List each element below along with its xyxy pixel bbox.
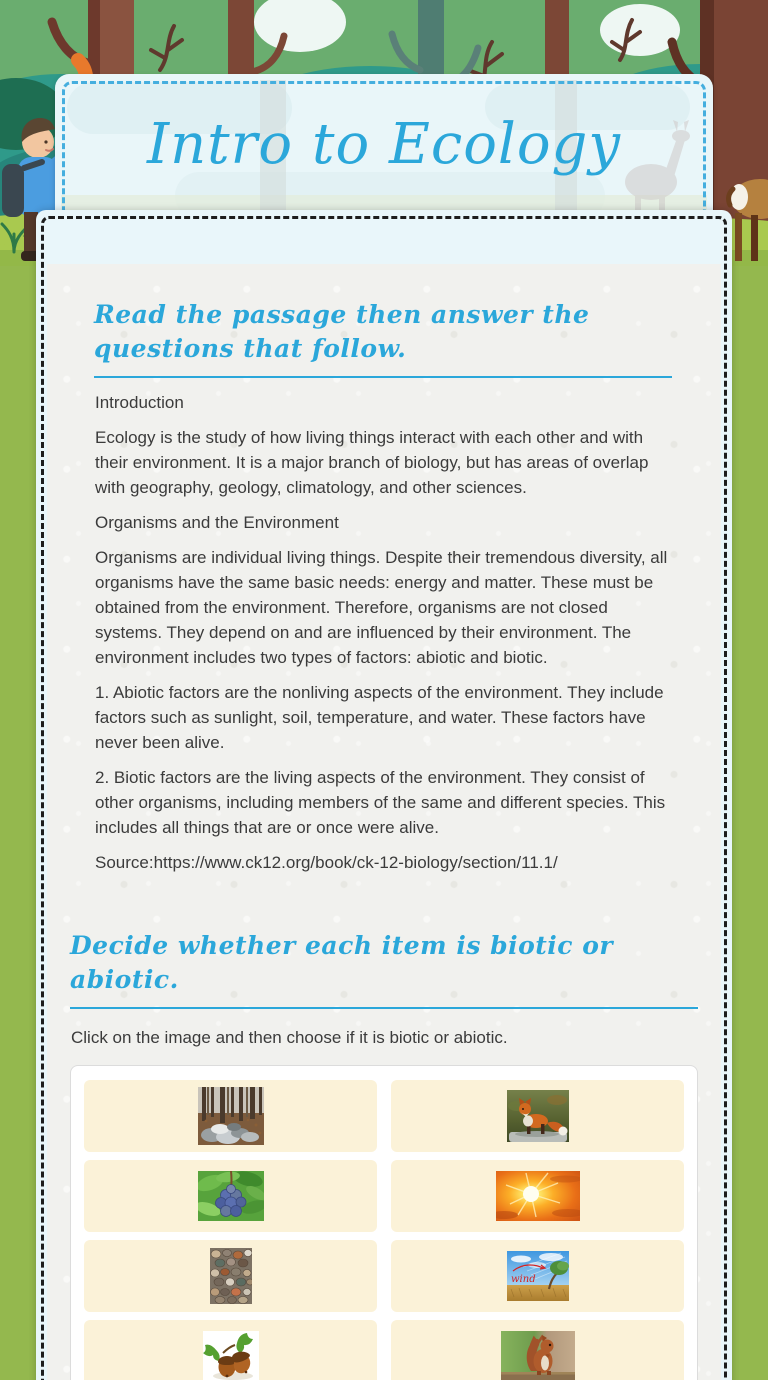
rocks-image xyxy=(198,1087,264,1145)
passage-heading: Read the passage then answer the questions that follow. xyxy=(94,300,590,363)
pebbles-image xyxy=(210,1248,252,1304)
wind-label: wind xyxy=(510,1274,536,1285)
title-banner xyxy=(55,74,713,226)
activity-heading: Decide whether each item is biotic or abiotic. xyxy=(70,931,614,994)
passage-paragraph: Organisms and the Environment xyxy=(95,513,339,532)
fox-image xyxy=(507,1090,569,1142)
blueberries-image xyxy=(198,1171,264,1221)
passage-source: Source:https://www.ck12.org/book/ck-12-biology/section/11.1/ xyxy=(95,853,558,872)
activity-instruction: Click on the image and then choose if it is biotic or abiotic. xyxy=(71,1028,508,1047)
tile-grid xyxy=(84,1080,684,1380)
image-tile-squirrel[interactable] xyxy=(391,1320,684,1380)
passage-paragraph: 2. Biotic factors are the living aspects of the environment. They consist of other organisms, including members of the same and different species. This includes all things that are or once were alive. xyxy=(95,768,666,837)
activity-section xyxy=(47,875,721,1380)
sun-image xyxy=(496,1171,580,1221)
image-tile-pebbles[interactable] xyxy=(84,1240,377,1312)
worksheet-card xyxy=(36,210,732,1380)
image-tile-wind[interactable] xyxy=(391,1240,684,1312)
image-tile-acorns[interactable] xyxy=(84,1320,377,1380)
passage-paragraph: Introduction xyxy=(95,393,184,412)
image-choice-grid xyxy=(70,1065,698,1380)
image-tile-fox[interactable] xyxy=(391,1080,684,1152)
wind-image xyxy=(507,1251,569,1301)
image-tile-rocks[interactable] xyxy=(84,1080,377,1152)
worksheet-body xyxy=(47,264,721,1380)
passage-paragraph: 1. Abiotic factors are the nonliving aspects of the environment. They include factors such as sunlight, soil, temperature, and water. These factors have never been alive. xyxy=(95,683,664,752)
heading-divider xyxy=(94,376,672,378)
passage-paragraph: Ecology is the study of how living things interact with each other and with their environment. It is a major branch of biology, but has areas of overlap with geography, geology, climatology, and other sciences. xyxy=(95,428,649,497)
image-tile-blueberries[interactable] xyxy=(84,1160,377,1232)
acorns-image xyxy=(203,1331,259,1380)
image-tile-sun[interactable] xyxy=(391,1160,684,1232)
passage-section xyxy=(47,264,721,875)
squirrel-image xyxy=(501,1331,575,1380)
passage-paragraph: Organisms are individual living things. Despite their tremendous diversity, all organisms have the same basic needs: energy and matter. These must be obtained from the environment. Therefore, organisms are not closed systems. They depend on and are influenced by their environment. The environment includes two types of factors: abiotic and biotic. xyxy=(95,548,668,667)
worksheet-title: Intro to Ecology xyxy=(146,112,622,177)
heading-divider xyxy=(70,1007,698,1009)
